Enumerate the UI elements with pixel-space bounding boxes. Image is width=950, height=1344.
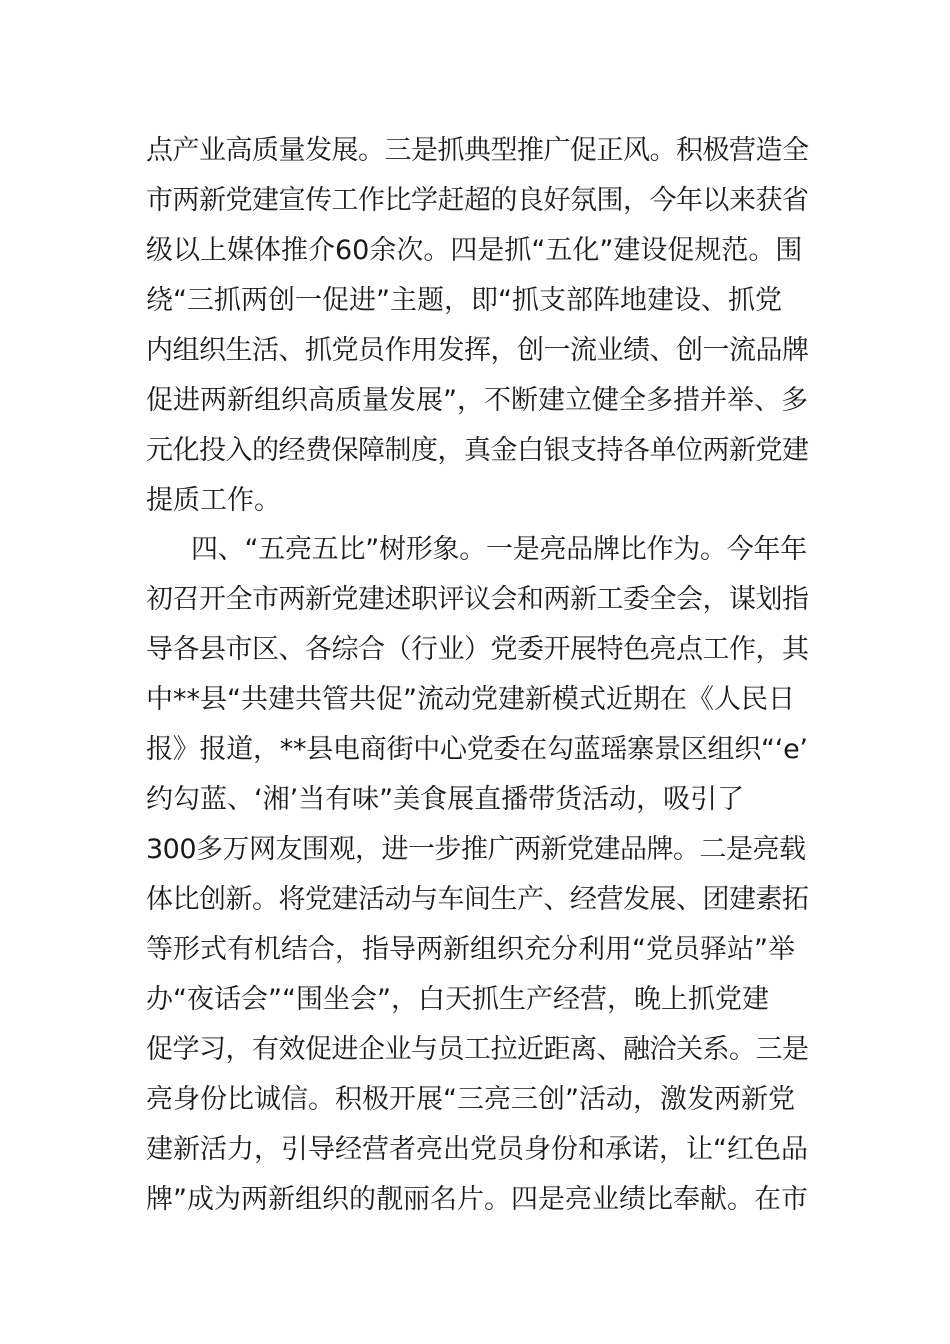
text-line: 点产业高质量发展。三是抓典型推广促正风。积极营造全 — [146, 135, 809, 166]
text-line: 建新活力，引导经营者亮出党员身份和承诺，让“红色品 — [146, 1134, 808, 1165]
text-line: 导各县市区、各综合（行业）党委开展特色亮点工作，其 — [146, 634, 809, 665]
text-line: 初召开全市两新党建述职评议会和两新工委全会，谋划指 — [146, 584, 809, 615]
text-line: 元化投入的经费保障制度，真金白银支持各单位两新党建 — [146, 435, 809, 466]
text-line: 300多万网友围观，进一步推广两新党建品牌。二是亮载 — [146, 834, 806, 865]
text-line: 市两新党建宣传工作比学赶超的良好氛围，今年以来获省 — [146, 185, 809, 216]
text-line: 亮身份比诚信。积极开展“三亮三创”活动，激发两新党 — [146, 1084, 795, 1115]
text-line: 内组织生活、抓党员作用发挥，创一流业绩、创一流品牌 — [146, 335, 809, 366]
text-line: 中**县“共建共管共促”流动党建新模式近期在《人民日 — [146, 684, 795, 715]
text-line: 提质工作。 — [146, 485, 281, 516]
text-line: 绕“三抓两创一促进”主题，即“抓支部阵地建设、抓党 — [146, 285, 782, 316]
text-line: 级以上媒体推介60余次。四是抓“五化”建设促规范。围 — [146, 235, 803, 266]
text-line: 等形式有机结合，指导两新组织充分利用“党员驿站”举 — [146, 934, 795, 965]
text-line: 牌”成为两新组织的靓丽名片。四是亮业绩比奉献。在市 — [146, 1184, 808, 1215]
text-line: 体比创新。将党建活动与车间生产、经营发展、团建素拓 — [146, 884, 809, 915]
text-line: 四、“五亮五比”树形象。一是亮品牌比作为。今年年 — [191, 534, 807, 565]
text-line: 促学习，有效促进企业与员工拉近距离、融洽关系。三是 — [146, 1034, 809, 1065]
text-line: 报》报道，**县电商街中心党委在勾蓝瑶寨景区组织“‘e’ — [146, 734, 808, 765]
text-line: 办“夜话会”“围坐会”，白天抓生产经营，晚上抓党建 — [146, 984, 769, 1015]
text-line: 促进两新组织高质量发展”，不断建立健全多措并举、多 — [146, 385, 808, 416]
text-line: 约勾蓝、‘湘’当有味”美食展直播带货活动，吸引了 — [146, 784, 745, 815]
